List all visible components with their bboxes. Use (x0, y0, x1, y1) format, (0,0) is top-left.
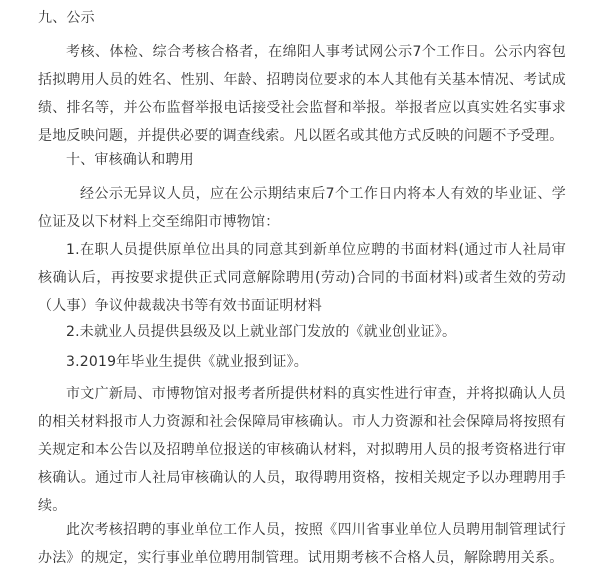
section-10-intro-paragraph: 经公示无异议人员，应在公示期结束后7个工作日内将本人有效的毕业证、学位证及以下材料上交至绵阳市博物馆： (38, 186, 566, 230)
section-10-contract-paragraph: 此次考核招聘的事业单位工作人员，按照《四川省事业单位人员聘用制管理试行办法》的规定，实行事业单位聘用制管理。试用期考核不合格人员，解除聘用关系。 (38, 522, 566, 566)
section-9-title: 九、公示 (38, 10, 95, 26)
section-10-review-paragraph: 市文广新局、市博物馆对报考者所提供材料的真实性进行审查，并将拟确认人员的相关材料报市人力资源和社会保障局审核确认。市人力资源和社会保障局将按照有关规定和本公告以及招聘单位报送的审核确认材料，对拟聘用人员的报考资格进行审核确认。通过市人社局审核确认的人员，取得聘用资格，按相关规定予以办理聘用手续。 (38, 386, 566, 514)
section-10-item-2: 2.未就业人员提供县级及以上就业部门发放的《就业创业证》。 (66, 324, 457, 340)
section-10-item-1: 1.在职人员提供原单位出具的同意其到新单位应聘的书面材料(通过市人社局审核确认后，再按要求提供正式同意解除聘用(劳动)合同的书面材料)或者生效的劳动（人事）争议仲裁裁决书等有效书面证明材料 (38, 242, 566, 314)
section-10-title: 十、审核确认和聘用 (66, 152, 194, 168)
section-9-paragraph: 考核、体检、综合考核合格者，在绵阳人事考试网公示7个工作日。公示内容包括拟聘用人员的姓名、性别、年龄、招聘岗位要求的本人其他有关基本情况、考试成绩、排名等，并公布监督举报电话接受社会监督和举报。举报者应以真实姓名实事求是地反映问题，并提供必要的调查线索。凡以匿名或其他方式反映的问题不予受理。 (38, 44, 566, 144)
section-10-item-3: 3.2019年毕业生提供《就业报到证》。 (66, 354, 308, 370)
